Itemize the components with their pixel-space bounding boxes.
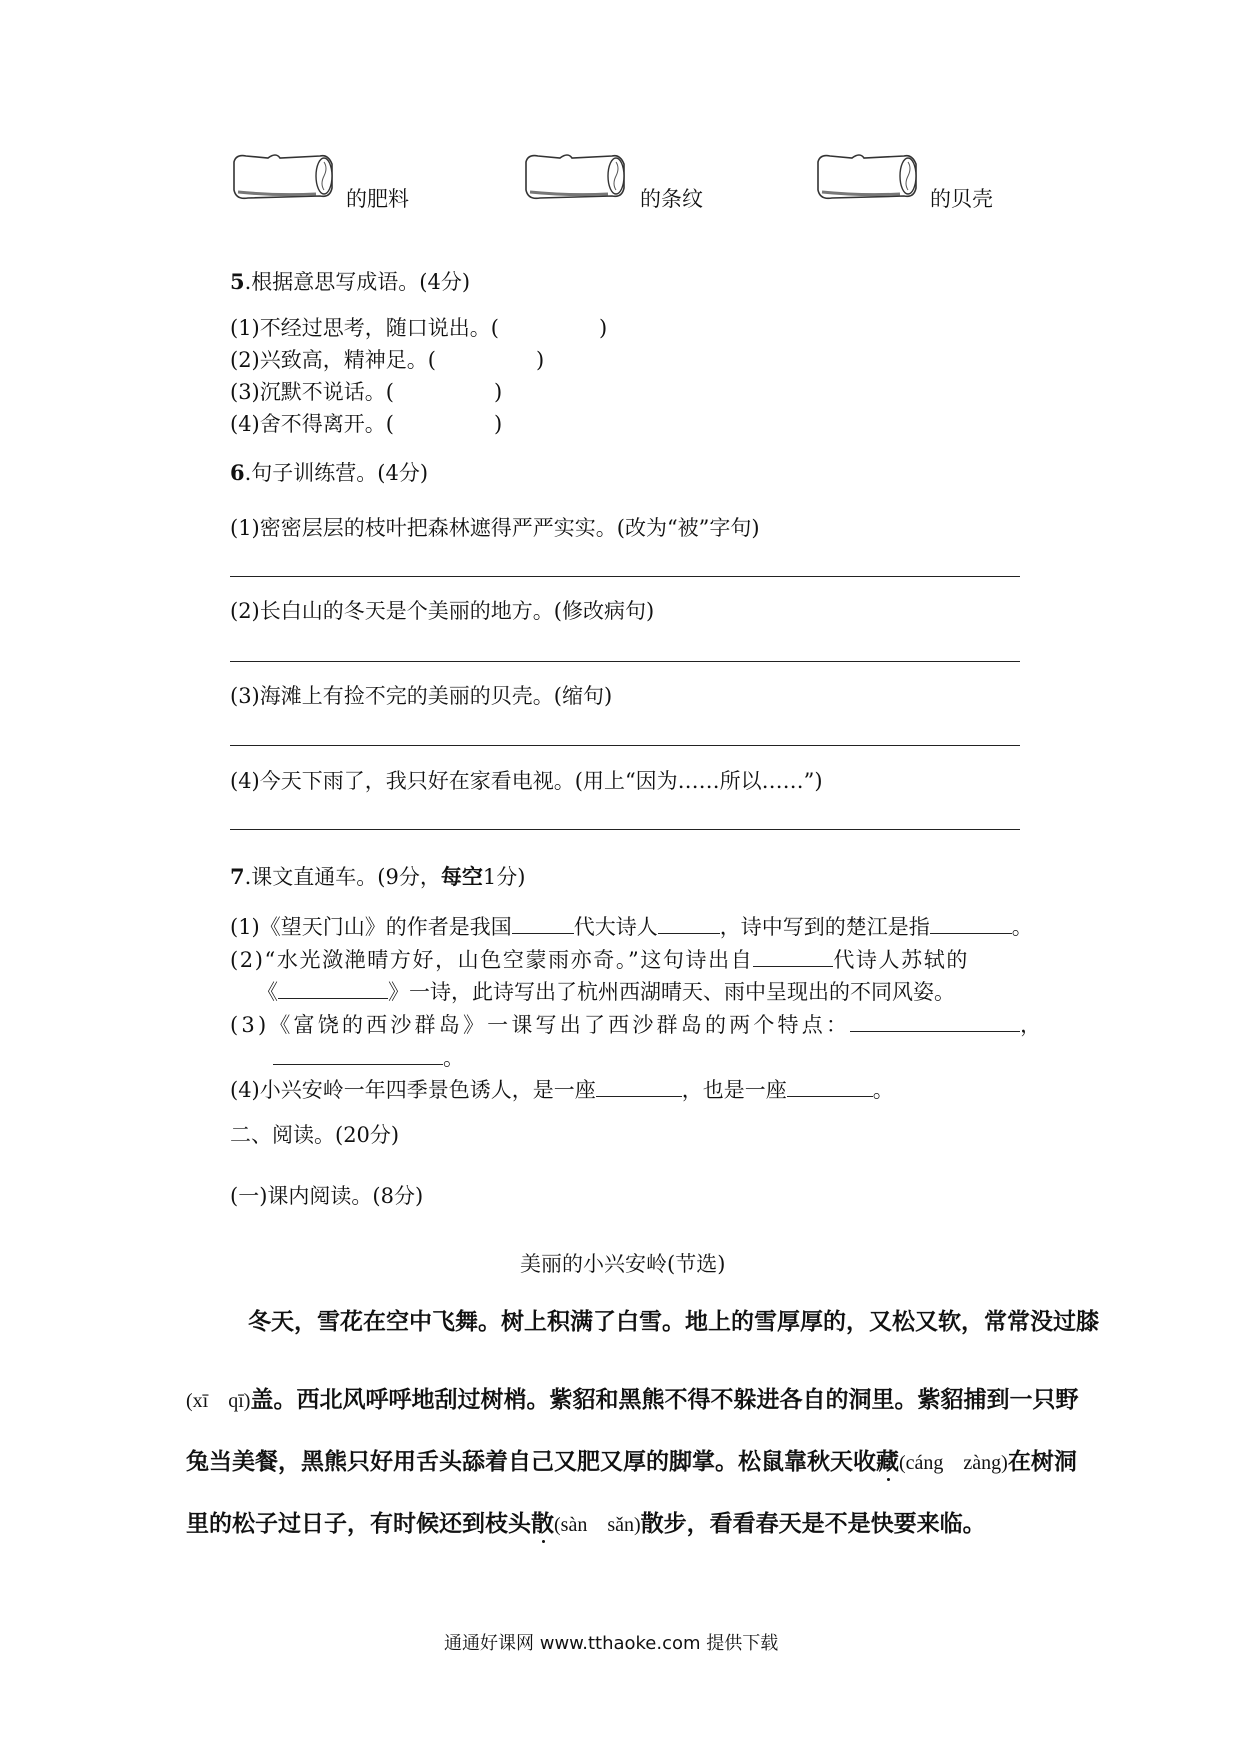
- q7-line: (2)“水光潋滟晴方好，山色空蒙雨亦奇。”这句诗出自 代诗人苏轼的: [230, 948, 969, 972]
- q6-item: (3)海滩上有捡不完的美丽的贝壳。(缩句): [230, 684, 613, 708]
- log-icon: [228, 148, 336, 202]
- answer-line[interactable]: [230, 829, 1020, 830]
- subsection-title: (一)课内阅读。(8分): [230, 1184, 424, 1208]
- fill-blank[interactable]: [787, 1078, 873, 1097]
- q5-item: (4)舍不得离开。( ): [230, 412, 503, 436]
- q6-item: (4)今天下雨了，我只好在家看电视。(用上“因为……所以……”): [230, 769, 823, 793]
- fill-blank[interactable]: [512, 915, 574, 934]
- log-suffix: 的条纹: [640, 187, 703, 211]
- fill-blank[interactable]: [753, 948, 833, 967]
- footer-text: 通通好课网 www.tthaoke.com 提供下载: [444, 1633, 779, 1654]
- passage-line: (xī qī)盖。西北风呼呼地刮过树梢。紫貂和黑熊不得不躲进各自的洞里。紫貂捕到一只野: [186, 1387, 1079, 1413]
- q7-line: (4)小兴安岭一年四季景色诱人，是一座 ，也是一座 。: [230, 1078, 894, 1102]
- answer-line[interactable]: [230, 661, 1020, 662]
- q5-item: (2)兴致高，精神足。( ): [230, 348, 545, 372]
- fill-blank[interactable]: [930, 915, 1012, 934]
- answer-line[interactable]: [230, 745, 1020, 746]
- log-suffix: 的肥料: [346, 187, 409, 211]
- section-title: 二、阅读。(20分): [230, 1123, 400, 1147]
- passage-title: 美丽的小兴安岭(节选): [520, 1252, 726, 1276]
- fill-blank[interactable]: [278, 980, 388, 999]
- log-suffix: 的贝壳: [930, 187, 993, 211]
- q6-item: (1)密密层层的枝叶把森林遮得严严实实。(改为“被”字句): [230, 516, 760, 540]
- fill-blank[interactable]: [273, 1046, 443, 1065]
- q6-item: (2)长白山的冬天是个美丽的地方。(修改病句): [230, 599, 655, 623]
- passage-line: 里的松子过日子，有时候还到枝头散(sàn sǎn)散步，看看春天是不是快要来临。: [186, 1511, 986, 1537]
- q5-item: (1)不经过思考，随口说出。( ): [230, 316, 608, 340]
- fill-blank[interactable]: [658, 915, 720, 934]
- fill-blank[interactable]: [596, 1078, 682, 1097]
- q7-heading: 7.课文直通车。(9分，每空1分): [230, 864, 526, 889]
- q7-line: (3)《富饶的西沙群岛》一课写出了西沙群岛的两个特点： ，: [230, 1013, 1042, 1037]
- q7-line: (1)《望天门山》的作者是我国 代大诗人 ，诗中写到的楚江是指 。: [230, 915, 1033, 939]
- q5-heading: 5.根据意思写成语。(4分): [230, 269, 471, 294]
- q5-item: (3)沉默不说话。( ): [230, 380, 503, 404]
- log-icon: [520, 148, 628, 202]
- fill-blank[interactable]: [850, 1013, 1020, 1032]
- answer-line[interactable]: [230, 576, 1020, 577]
- q7-line: 《 》一诗，此诗写出了杭州西湖晴天、雨中呈现出的不同风姿。: [257, 980, 955, 1004]
- passage-line: 冬天，雪花在空中飞舞。树上积满了白雪。地上的雪厚厚的，又松又软，常常没过膝: [248, 1309, 1099, 1335]
- log-icon: [812, 148, 920, 202]
- passage-line: 兔当美餐，黑熊只好用舌头舔着自己又肥又厚的脚掌。松鼠靠秋天收藏(cáng zàng)在树洞: [186, 1449, 1077, 1475]
- q6-heading: 6.句子训练营。(4分): [230, 460, 429, 485]
- q7-line: 。: [273, 1044, 464, 1072]
